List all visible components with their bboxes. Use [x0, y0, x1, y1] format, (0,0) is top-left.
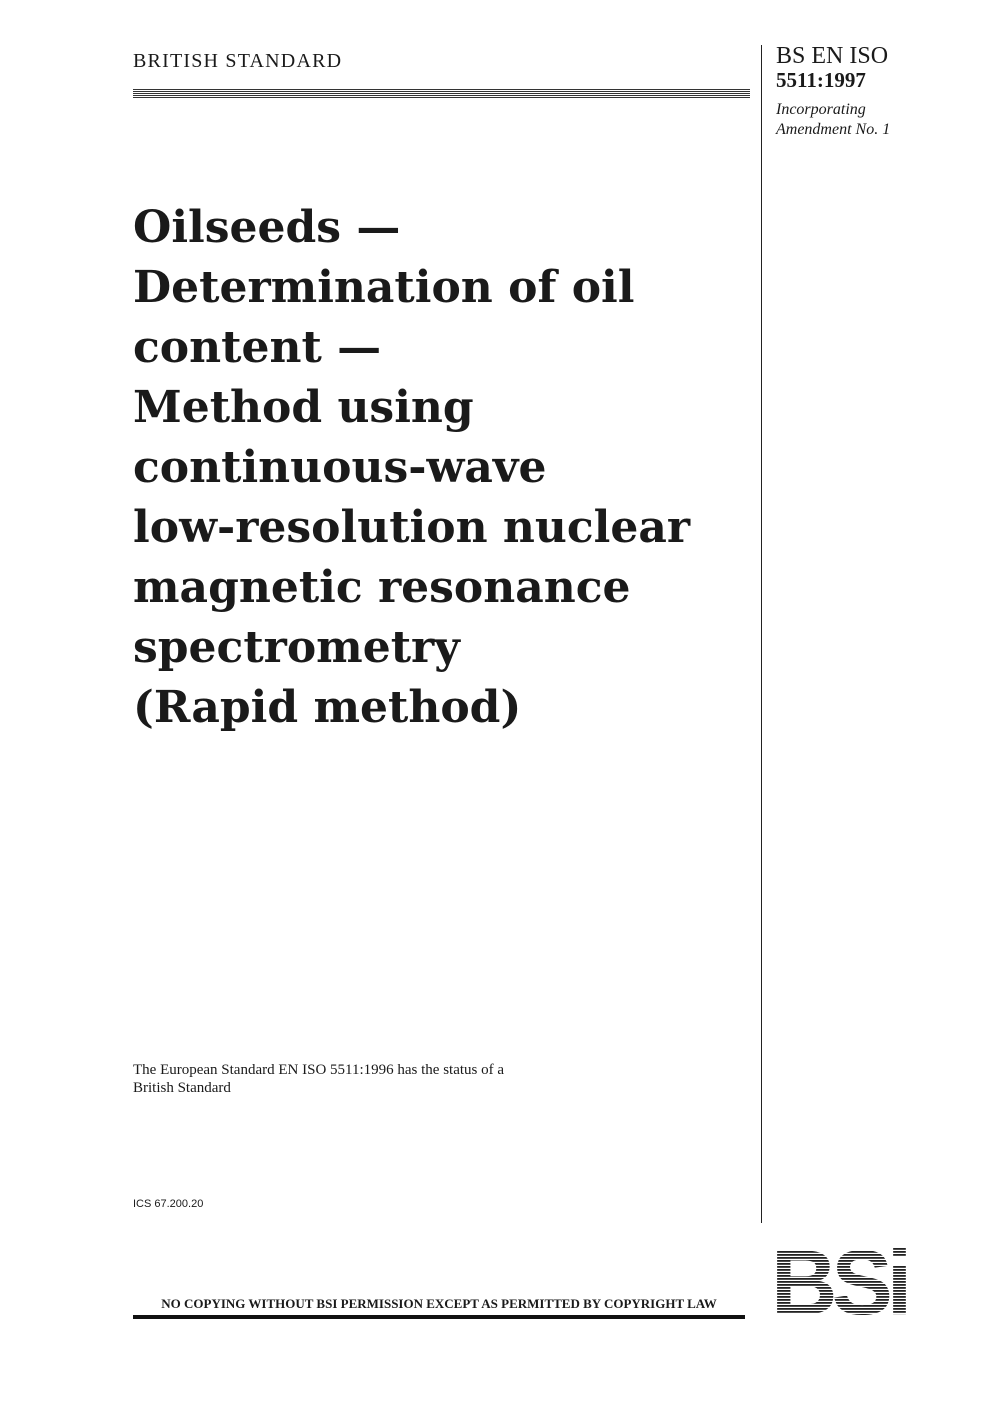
- ics-code: ICS 67.200.20: [133, 1198, 204, 1210]
- standard-number-line2: 5511:1997: [776, 68, 866, 92]
- title-line: Oilseeds —: [133, 202, 401, 253]
- amendment-note: [776, 100, 890, 140]
- amendment-line1: Incorporating: [776, 101, 866, 118]
- amendment-line2: Amendment No. 1: [776, 121, 891, 138]
- footer-rule: [133, 1315, 745, 1319]
- copyright-notice: NO COPYING WITHOUT BSI PERMISSION EXCEPT AS PERMITTED BY COPYRIGHT LAW: [161, 1296, 717, 1311]
- title-line: Determination of oil: [133, 262, 635, 313]
- title-line: (Rapid method): [133, 682, 522, 733]
- title-line: Method using: [133, 382, 474, 433]
- title-line: content —: [133, 322, 382, 373]
- vertical-rule: [761, 45, 762, 1223]
- status-statement: [133, 1061, 733, 1097]
- title-line: spectrometry: [133, 622, 460, 673]
- title-line: low-resolution nuclear: [133, 502, 691, 553]
- status-line2: British Standard: [133, 1080, 231, 1096]
- title-line: magnetic resonance: [133, 562, 631, 613]
- standard-number: [776, 44, 888, 92]
- standard-number-line1: BS EN ISO: [776, 43, 889, 69]
- title-line: continuous-wave: [133, 442, 547, 493]
- header-rule: [133, 89, 750, 99]
- status-line1: The European Standard EN ISO 5511:1996 has the status of a: [133, 1062, 505, 1078]
- bsi-logo-icon: [769, 1242, 945, 1318]
- header-label: BRITISH STANDARD: [133, 50, 343, 72]
- document-title: [133, 198, 743, 738]
